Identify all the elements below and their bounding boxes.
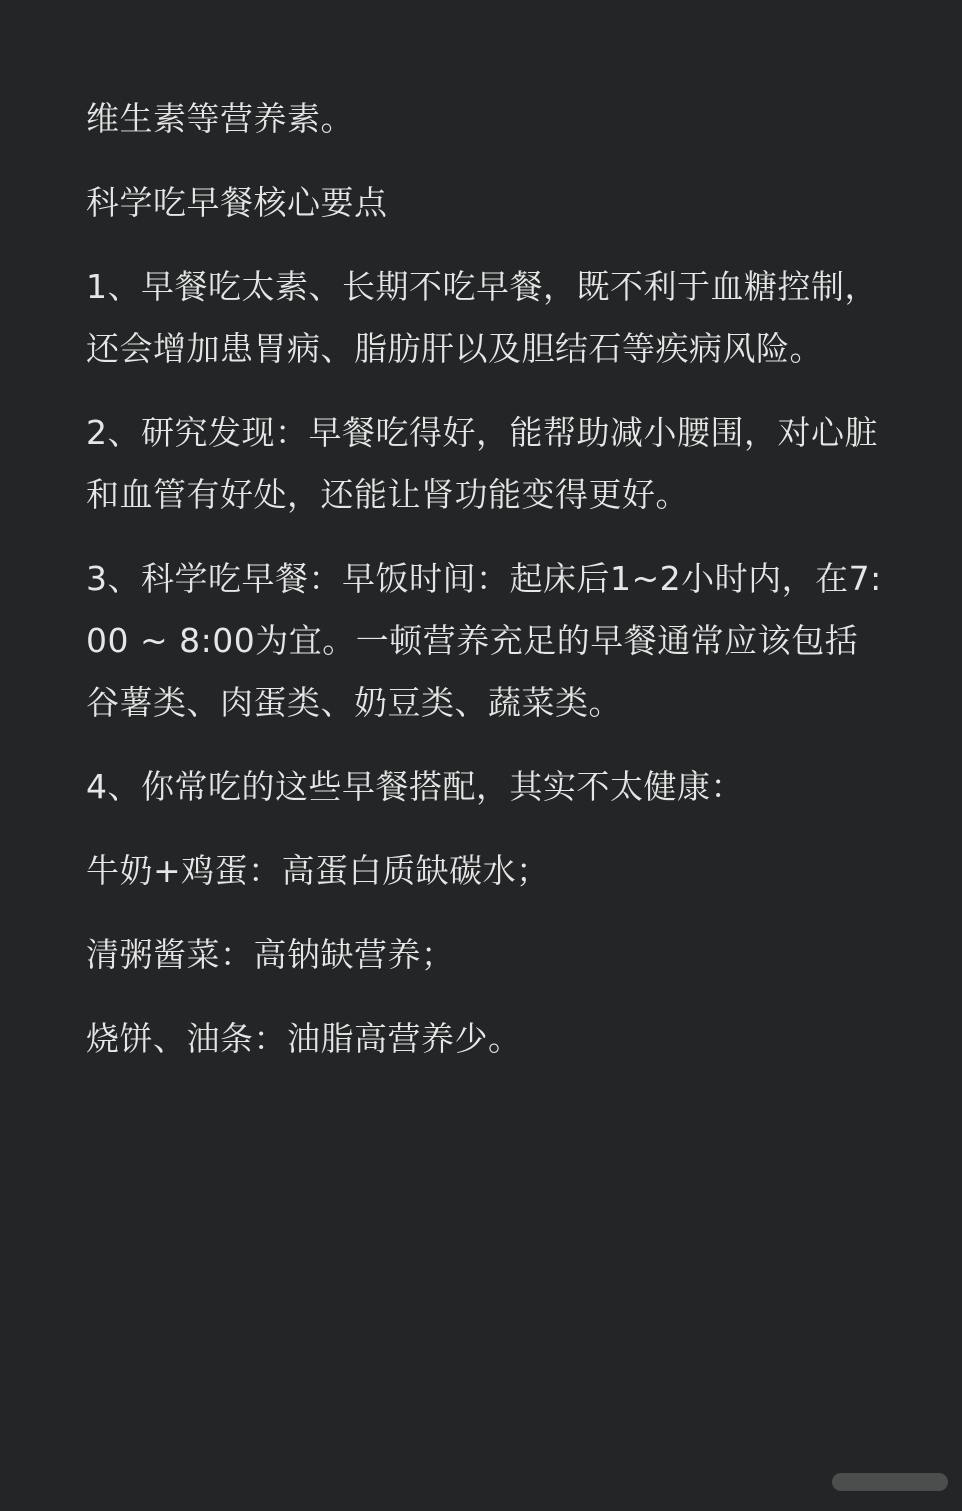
article-body: [86, 88, 886, 1092]
combo-shaobing-youtiao: 烧饼、油条：油脂高营养少。: [86, 1019, 522, 1058]
point-4: 4、你常吃的这些早餐搭配，其实不太健康：: [86, 767, 744, 806]
point-2: 2、研究发现：早餐吃得好，能帮助减小腰围，对心脏和血管有好处，还能让肾功能变得更好。: [86, 413, 878, 514]
point-1: 1、早餐吃太素、长期不吃早餐，既不利于血糖控制，还会增加患胃病、脂肪肝以及胆结石等疾病风险。: [86, 267, 878, 368]
point-3: 3、科学吃早餐：早饭时间：起床后1~2小时内，在7:00 ~ 8:00为宜。一顿营养充足的早餐通常应该包括谷薯类、肉蛋类、奶豆类、蔬菜类。: [86, 559, 882, 722]
paragraph-intro-tail: 维生素等营养素。: [86, 99, 354, 138]
combo-porridge-pickles: 清粥酱菜：高钠缺营养；: [86, 935, 455, 974]
combo-milk-egg: 牛奶+鸡蛋：高蛋白质缺碳水；: [86, 851, 550, 890]
section-heading: 科学吃早餐核心要点: [86, 183, 388, 222]
watermark-logo: [830, 1467, 950, 1497]
